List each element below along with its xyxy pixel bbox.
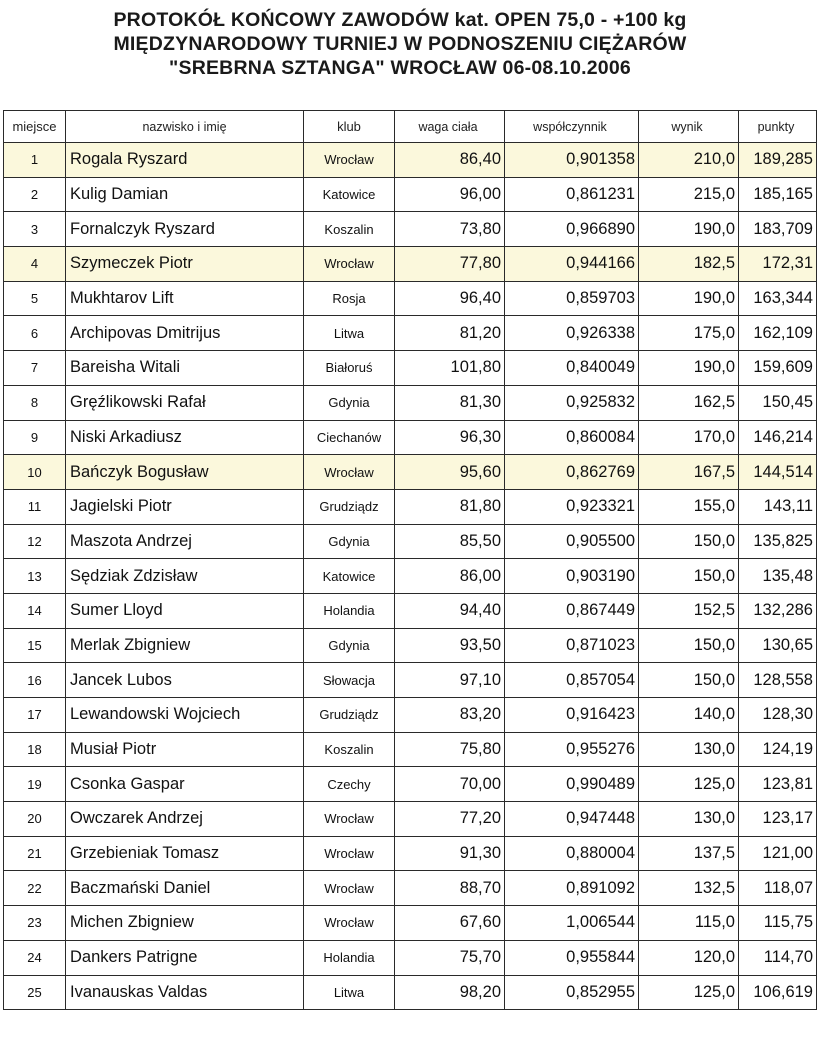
cell-result: 130,0: [639, 732, 739, 767]
cell-result: 150,0: [639, 559, 739, 594]
cell-club: Rosja: [304, 281, 395, 316]
table-row: [4, 489, 817, 524]
cell-place: 21: [4, 836, 66, 871]
cell-weight: 94,40: [395, 593, 505, 628]
cell-club: Wrocław: [304, 802, 395, 837]
column-header-club: klub: [304, 111, 395, 143]
cell-result: 190,0: [639, 351, 739, 386]
cell-name: Bańczyk Bogusław: [66, 455, 304, 490]
table-row: [4, 975, 817, 1010]
cell-points: 146,214: [739, 420, 817, 455]
cell-name: Grzebieniak Tomasz: [66, 836, 304, 871]
cell-points: 172,31: [739, 247, 817, 282]
cell-result: 175,0: [639, 316, 739, 351]
cell-points: 128,30: [739, 698, 817, 733]
cell-result: 210,0: [639, 143, 739, 178]
table-row: [4, 698, 817, 733]
cell-points: 124,19: [739, 732, 817, 767]
cell-place: 23: [4, 906, 66, 941]
cell-name: Niski Arkadiusz: [66, 420, 304, 455]
table-row: [4, 940, 817, 975]
cell-place: 4: [4, 247, 66, 282]
cell-coefficient: 0,903190: [505, 559, 639, 594]
cell-club: Litwa: [304, 316, 395, 351]
cell-result: 152,5: [639, 593, 739, 628]
table-row: [4, 836, 817, 871]
cell-place: 13: [4, 559, 66, 594]
cell-place: 15: [4, 628, 66, 663]
cell-name: Michen Zbigniew: [66, 906, 304, 941]
cell-place: 7: [4, 351, 66, 386]
cell-club: Grudziądz: [304, 489, 395, 524]
header-row: [4, 111, 817, 143]
cell-result: 170,0: [639, 420, 739, 455]
table-row: [4, 663, 817, 698]
cell-points: 132,286: [739, 593, 817, 628]
cell-result: 150,0: [639, 663, 739, 698]
cell-club: Gdynia: [304, 628, 395, 663]
cell-weight: 86,00: [395, 559, 505, 594]
cell-points: 106,619: [739, 975, 817, 1010]
cell-name: Maszota Andrzej: [66, 524, 304, 559]
cell-result: 125,0: [639, 975, 739, 1010]
cell-result: 132,5: [639, 871, 739, 906]
cell-points: 115,75: [739, 906, 817, 941]
cell-club: Słowacja: [304, 663, 395, 698]
cell-place: 12: [4, 524, 66, 559]
cell-result: 190,0: [639, 281, 739, 316]
cell-coefficient: 0,901358: [505, 143, 639, 178]
table-row: [4, 455, 817, 490]
cell-weight: 77,80: [395, 247, 505, 282]
cell-club: Wrocław: [304, 871, 395, 906]
cell-weight: 91,30: [395, 836, 505, 871]
cell-name: Mukhtarov Lift: [66, 281, 304, 316]
cell-points: 118,07: [739, 871, 817, 906]
cell-weight: 85,50: [395, 524, 505, 559]
cell-weight: 96,00: [395, 177, 505, 212]
cell-club: Wrocław: [304, 143, 395, 178]
cell-result: 167,5: [639, 455, 739, 490]
table-row: [4, 351, 817, 386]
cell-points: 189,285: [739, 143, 817, 178]
document-title: [0, 8, 800, 80]
cell-coefficient: 0,990489: [505, 767, 639, 802]
cell-coefficient: 0,840049: [505, 351, 639, 386]
column-header-points: punkty: [739, 111, 817, 143]
cell-result: 150,0: [639, 628, 739, 663]
cell-points: 130,65: [739, 628, 817, 663]
cell-name: Sumer Lloyd: [66, 593, 304, 628]
cell-name: Gręźlikowski Rafał: [66, 385, 304, 420]
cell-weight: 70,00: [395, 767, 505, 802]
cell-coefficient: 0,955844: [505, 940, 639, 975]
cell-coefficient: 0,925832: [505, 385, 639, 420]
table-row: [4, 143, 817, 178]
cell-points: 163,344: [739, 281, 817, 316]
cell-weight: 83,20: [395, 698, 505, 733]
cell-weight: 81,80: [395, 489, 505, 524]
table-row: [4, 212, 817, 247]
cell-coefficient: 0,859703: [505, 281, 639, 316]
table-row: [4, 732, 817, 767]
cell-weight: 77,20: [395, 802, 505, 837]
cell-coefficient: 0,880004: [505, 836, 639, 871]
cell-place: 8: [4, 385, 66, 420]
cell-place: 2: [4, 177, 66, 212]
cell-weight: 96,30: [395, 420, 505, 455]
cell-place: 14: [4, 593, 66, 628]
cell-place: 16: [4, 663, 66, 698]
cell-place: 20: [4, 802, 66, 837]
cell-points: 128,558: [739, 663, 817, 698]
cell-name: Jagielski Piotr: [66, 489, 304, 524]
cell-result: 125,0: [639, 767, 739, 802]
cell-club: Grudziądz: [304, 698, 395, 733]
cell-weight: 86,40: [395, 143, 505, 178]
cell-place: 24: [4, 940, 66, 975]
cell-weight: 81,20: [395, 316, 505, 351]
cell-points: 162,109: [739, 316, 817, 351]
cell-place: 18: [4, 732, 66, 767]
cell-name: Fornalczyk Ryszard: [66, 212, 304, 247]
table-row: [4, 420, 817, 455]
title-line-1: PROTOKÓŁ KOŃCOWY ZAWODÓW kat. OPEN 75,0 - +100 kg: [113, 9, 687, 31]
cell-points: 144,514: [739, 455, 817, 490]
cell-club: Koszalin: [304, 732, 395, 767]
cell-place: 5: [4, 281, 66, 316]
cell-place: 17: [4, 698, 66, 733]
cell-name: Owczarek Andrzej: [66, 802, 304, 837]
cell-place: 22: [4, 871, 66, 906]
cell-coefficient: 0,871023: [505, 628, 639, 663]
results-table-body: [4, 143, 817, 1010]
cell-name: Baczmański Daniel: [66, 871, 304, 906]
cell-club: Wrocław: [304, 455, 395, 490]
cell-place: 11: [4, 489, 66, 524]
cell-result: 155,0: [639, 489, 739, 524]
cell-name: Musiał Piotr: [66, 732, 304, 767]
cell-weight: 101,80: [395, 351, 505, 386]
cell-result: 215,0: [639, 177, 739, 212]
cell-weight: 97,10: [395, 663, 505, 698]
cell-weight: 75,80: [395, 732, 505, 767]
cell-name: Archipovas Dmitrijus: [66, 316, 304, 351]
cell-weight: 88,70: [395, 871, 505, 906]
table-row: [4, 767, 817, 802]
cell-coefficient: 0,857054: [505, 663, 639, 698]
cell-coefficient: 0,891092: [505, 871, 639, 906]
table-row: [4, 906, 817, 941]
cell-club: Katowice: [304, 177, 395, 212]
cell-points: 135,48: [739, 559, 817, 594]
cell-result: 130,0: [639, 802, 739, 837]
cell-club: Holandia: [304, 940, 395, 975]
table-row: [4, 316, 817, 351]
cell-name: Csonka Gaspar: [66, 767, 304, 802]
table-row: [4, 871, 817, 906]
cell-coefficient: 0,923321: [505, 489, 639, 524]
cell-points: 183,709: [739, 212, 817, 247]
table-row: [4, 385, 817, 420]
table-row: [4, 524, 817, 559]
cell-result: 150,0: [639, 524, 739, 559]
title-line-2: MIĘDZYNARODOWY TURNIEJ W PODNOSZENIU CIĘŻARÓW: [113, 33, 687, 55]
cell-weight: 73,80: [395, 212, 505, 247]
column-header-place: miejsce: [4, 111, 66, 143]
cell-points: 143,11: [739, 489, 817, 524]
cell-coefficient: 0,861231: [505, 177, 639, 212]
column-header-coef: współczynnik: [505, 111, 639, 143]
cell-coefficient: 0,905500: [505, 524, 639, 559]
cell-weight: 96,40: [395, 281, 505, 316]
cell-points: 185,165: [739, 177, 817, 212]
cell-club: Gdynia: [304, 524, 395, 559]
cell-points: 150,45: [739, 385, 817, 420]
cell-coefficient: 0,947448: [505, 802, 639, 837]
cell-result: 115,0: [639, 906, 739, 941]
cell-place: 1: [4, 143, 66, 178]
cell-result: 182,5: [639, 247, 739, 282]
cell-club: Gdynia: [304, 385, 395, 420]
cell-result: 162,5: [639, 385, 739, 420]
cell-place: 6: [4, 316, 66, 351]
cell-coefficient: 0,955276: [505, 732, 639, 767]
cell-name: Sędziak Zdzisław: [66, 559, 304, 594]
cell-club: Wrocław: [304, 836, 395, 871]
cell-club: Czechy: [304, 767, 395, 802]
results-table-header: [4, 111, 817, 143]
cell-name: Ivanauskas Valdas: [66, 975, 304, 1010]
cell-place: 10: [4, 455, 66, 490]
table-row: [4, 802, 817, 837]
cell-weight: 67,60: [395, 906, 505, 941]
cell-points: 159,609: [739, 351, 817, 386]
cell-place: 9: [4, 420, 66, 455]
cell-coefficient: 0,860084: [505, 420, 639, 455]
column-header-name: nazwisko i imię: [66, 111, 304, 143]
cell-name: Rogala Ryszard: [66, 143, 304, 178]
cell-coefficient: 0,862769: [505, 455, 639, 490]
cell-club: Koszalin: [304, 212, 395, 247]
table-row: [4, 247, 817, 282]
cell-weight: 98,20: [395, 975, 505, 1010]
cell-points: 123,17: [739, 802, 817, 837]
table-row: [4, 281, 817, 316]
cell-result: 140,0: [639, 698, 739, 733]
cell-name: Jancek Lubos: [66, 663, 304, 698]
cell-place: 3: [4, 212, 66, 247]
cell-club: Wrocław: [304, 247, 395, 282]
cell-weight: 75,70: [395, 940, 505, 975]
cell-club: Litwa: [304, 975, 395, 1010]
title-line-3: "SREBRNA SZTANGA" WROCŁAW 06-08.10.2006: [169, 57, 631, 79]
table-row: [4, 559, 817, 594]
cell-name: Szymeczek Piotr: [66, 247, 304, 282]
cell-name: Lewandowski Wojciech: [66, 698, 304, 733]
cell-club: Katowice: [304, 559, 395, 594]
cell-name: Bareisha Witali: [66, 351, 304, 386]
cell-club: Białoruś: [304, 351, 395, 386]
cell-points: 123,81: [739, 767, 817, 802]
cell-name: Dankers Patrigne: [66, 940, 304, 975]
cell-club: Holandia: [304, 593, 395, 628]
table-row: [4, 593, 817, 628]
cell-coefficient: 0,944166: [505, 247, 639, 282]
cell-points: 121,00: [739, 836, 817, 871]
cell-weight: 95,60: [395, 455, 505, 490]
table-row: [4, 177, 817, 212]
cell-place: 25: [4, 975, 66, 1010]
cell-name: Merlak Zbigniew: [66, 628, 304, 663]
cell-coefficient: 1,006544: [505, 906, 639, 941]
results-table: [3, 110, 817, 1010]
cell-weight: 93,50: [395, 628, 505, 663]
cell-coefficient: 0,867449: [505, 593, 639, 628]
cell-result: 190,0: [639, 212, 739, 247]
cell-club: Ciechanów: [304, 420, 395, 455]
cell-name: Kulig Damian: [66, 177, 304, 212]
cell-club: Wrocław: [304, 906, 395, 941]
cell-points: 135,825: [739, 524, 817, 559]
table-row: [4, 628, 817, 663]
cell-place: 19: [4, 767, 66, 802]
cell-weight: 81,30: [395, 385, 505, 420]
cell-coefficient: 0,852955: [505, 975, 639, 1010]
cell-coefficient: 0,926338: [505, 316, 639, 351]
column-header-result: wynik: [639, 111, 739, 143]
column-header-weight: waga ciała: [395, 111, 505, 143]
cell-coefficient: 0,966890: [505, 212, 639, 247]
cell-points: 114,70: [739, 940, 817, 975]
cell-result: 137,5: [639, 836, 739, 871]
cell-result: 120,0: [639, 940, 739, 975]
cell-coefficient: 0,916423: [505, 698, 639, 733]
